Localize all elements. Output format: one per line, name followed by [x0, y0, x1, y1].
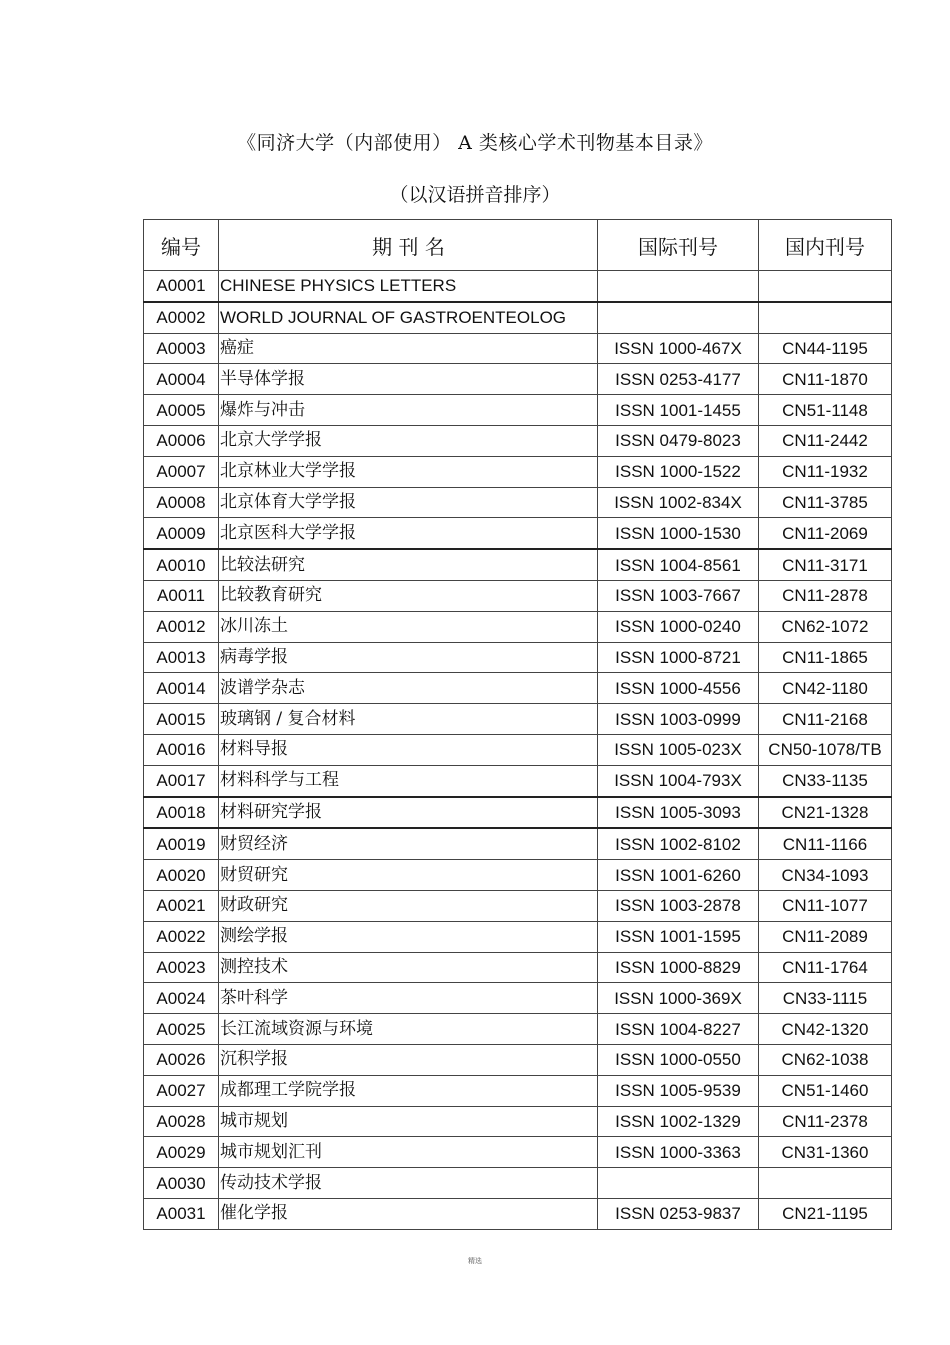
journal-cn: CN11-3171 [759, 549, 892, 580]
journal-issn: ISSN 0253-9837 [598, 1198, 759, 1229]
journal-id: A0014 [144, 673, 219, 704]
table-row [144, 271, 892, 302]
table-body [144, 271, 892, 1230]
journal-cn: CN62-1038 [759, 1044, 892, 1075]
journal-cn: CN21-1328 [759, 797, 892, 829]
journal-cn: CN21-1195 [759, 1198, 892, 1229]
journal-issn: ISSN 1005-3093 [598, 797, 759, 829]
journal-cn: CN11-1077 [759, 890, 892, 921]
journal-cn [759, 271, 892, 302]
table-row [144, 734, 892, 765]
journal-cn: CN11-2442 [759, 425, 892, 456]
journal-issn: ISSN 1004-793X [598, 765, 759, 796]
journal-issn: ISSN 1002-8102 [598, 828, 759, 859]
journal-name: 冰川冻土 [219, 611, 598, 642]
journal-name: 比较法研究 [219, 549, 598, 580]
journal-name: 爆炸与冲击 [219, 395, 598, 426]
journal-issn: ISSN 1001-1595 [598, 921, 759, 952]
journal-cn: CN11-2168 [759, 704, 892, 735]
journal-id: A0009 [144, 518, 219, 549]
journal-name: 成都理工学院学报 [219, 1075, 598, 1106]
document-subtitle: （以汉语拼音排序） [389, 184, 561, 206]
table-row [144, 1198, 892, 1229]
table-row [144, 1044, 892, 1075]
header-cn: 国内刊号 [759, 220, 892, 271]
table-row [144, 425, 892, 456]
journal-issn: ISSN 1002-1329 [598, 1106, 759, 1137]
page-footer: 精选 [468, 1257, 482, 1265]
table-row [144, 642, 892, 673]
journal-id: A0031 [144, 1198, 219, 1229]
journal-cn: CN11-1764 [759, 952, 892, 983]
journal-issn: ISSN 1000-1530 [598, 518, 759, 549]
journal-issn: ISSN 1000-0550 [598, 1044, 759, 1075]
journal-issn: ISSN 0479-8023 [598, 425, 759, 456]
table-row [144, 673, 892, 704]
journal-id: A0017 [144, 765, 219, 796]
journal-id: A0030 [144, 1168, 219, 1199]
journal-id: A0027 [144, 1075, 219, 1106]
journal-issn: ISSN 1000-1522 [598, 456, 759, 487]
table-row [144, 456, 892, 487]
journal-id: A0019 [144, 828, 219, 859]
journal-name: 癌症 [219, 333, 598, 364]
journal-name: 北京医科大学学报 [219, 518, 598, 549]
journal-id: A0011 [144, 580, 219, 611]
journal-issn: ISSN 1001-1455 [598, 395, 759, 426]
journal-id: A0015 [144, 704, 219, 735]
journal-name: CHINESE PHYSICS LETTERS [219, 271, 598, 302]
journal-cn: CN11-2378 [759, 1106, 892, 1137]
table-row [144, 983, 892, 1014]
journal-issn: ISSN 1000-3363 [598, 1137, 759, 1168]
table-row [144, 302, 892, 333]
table-row [144, 828, 892, 859]
journal-cn: CN11-2069 [759, 518, 892, 549]
journal-id: A0020 [144, 860, 219, 891]
journal-id: A0008 [144, 487, 219, 518]
table-row [144, 549, 892, 580]
table-row [144, 1137, 892, 1168]
journal-name: 催化学报 [219, 1198, 598, 1229]
journal-cn: CN31-1360 [759, 1137, 892, 1168]
journal-cn: CN42-1180 [759, 673, 892, 704]
journal-id: A0003 [144, 333, 219, 364]
journal-issn: ISSN 1005-023X [598, 734, 759, 765]
journal-name: 沉积学报 [219, 1044, 598, 1075]
journal-cn: CN33-1135 [759, 765, 892, 796]
journal-name: 半导体学报 [219, 364, 598, 395]
journal-cn: CN11-1865 [759, 642, 892, 673]
table-row [144, 921, 892, 952]
table-row [144, 765, 892, 796]
table-row [144, 487, 892, 518]
table-row [144, 952, 892, 983]
journal-name: 材料导报 [219, 734, 598, 765]
journal-name: 传动技术学报 [219, 1168, 598, 1199]
journal-cn: CN42-1320 [759, 1014, 892, 1045]
table-header-row [144, 220, 892, 271]
journal-id: A0028 [144, 1106, 219, 1137]
journal-issn: ISSN 1000-8721 [598, 642, 759, 673]
journal-name: 比较教育研究 [219, 580, 598, 611]
journal-issn: ISSN 1004-8561 [598, 549, 759, 580]
table-row [144, 611, 892, 642]
journal-issn: ISSN 1002-834X [598, 487, 759, 518]
journal-id: A0007 [144, 456, 219, 487]
journal-issn: ISSN 1000-4556 [598, 673, 759, 704]
journal-name: 茶叶科学 [219, 983, 598, 1014]
journal-id: A0004 [144, 364, 219, 395]
journal-name: 财政研究 [219, 890, 598, 921]
document-title: 《同济大学（内部使用） A 类核心学术刊物基本目录》 [237, 132, 713, 154]
journal-issn: ISSN 1000-467X [598, 333, 759, 364]
table-row [144, 333, 892, 364]
journal-issn: ISSN 1001-6260 [598, 860, 759, 891]
journal-issn [598, 302, 759, 333]
journal-cn: CN33-1115 [759, 983, 892, 1014]
table-row [144, 797, 892, 829]
journal-name: 财贸经济 [219, 828, 598, 859]
journal-cn: CN44-1195 [759, 333, 892, 364]
header-issn: 国际刊号 [598, 220, 759, 271]
journal-name: 病毒学报 [219, 642, 598, 673]
journal-name: 测绘学报 [219, 921, 598, 952]
journal-cn: CN11-2878 [759, 580, 892, 611]
journal-id: A0013 [144, 642, 219, 673]
journal-id: A0018 [144, 797, 219, 829]
journal-cn: CN11-2089 [759, 921, 892, 952]
journal-name: 北京林业大学学报 [219, 456, 598, 487]
table-row [144, 1014, 892, 1045]
journal-name: 城市规划 [219, 1106, 598, 1137]
table-row [144, 890, 892, 921]
journal-issn: ISSN 1004-8227 [598, 1014, 759, 1045]
journal-cn: CN11-1166 [759, 828, 892, 859]
journal-name: 玻璃钢 / 复合材料 [219, 704, 598, 735]
journal-cn: CN11-1870 [759, 364, 892, 395]
journal-name: 材料科学与工程 [219, 765, 598, 796]
header-id: 编号 [144, 220, 219, 271]
journal-issn: ISSN 1005-9539 [598, 1075, 759, 1106]
journal-name: 波谱学杂志 [219, 673, 598, 704]
journal-issn: ISSN 1003-2878 [598, 890, 759, 921]
journal-name: 财贸研究 [219, 860, 598, 891]
journal-issn: ISSN 1003-0999 [598, 704, 759, 735]
journal-id: A0024 [144, 983, 219, 1014]
journal-cn: CN51-1148 [759, 395, 892, 426]
journal-id: A0006 [144, 425, 219, 456]
journal-name: 北京大学学报 [219, 425, 598, 456]
journal-id: A0010 [144, 549, 219, 580]
journal-issn: ISSN 1000-0240 [598, 611, 759, 642]
journal-issn: ISSN 1000-8829 [598, 952, 759, 983]
table-row [144, 364, 892, 395]
table-row [144, 704, 892, 735]
journal-name: 北京体育大学学报 [219, 487, 598, 518]
table-row [144, 1106, 892, 1137]
table-row [144, 580, 892, 611]
table-row [144, 1168, 892, 1199]
journal-cn [759, 1168, 892, 1199]
journal-issn [598, 271, 759, 302]
journal-id: A0001 [144, 271, 219, 302]
journal-cn: CN62-1072 [759, 611, 892, 642]
journal-issn: ISSN 0253-4177 [598, 364, 759, 395]
journal-issn: ISSN 1000-369X [598, 983, 759, 1014]
table-row [144, 860, 892, 891]
table-row [144, 395, 892, 426]
journal-id: A0021 [144, 890, 219, 921]
journal-name: WORLD JOURNAL OF GASTROENTEOLOG [219, 302, 598, 333]
journal-name: 测控技术 [219, 952, 598, 983]
journal-id: A0016 [144, 734, 219, 765]
journal-cn: CN11-1932 [759, 456, 892, 487]
journal-id: A0026 [144, 1044, 219, 1075]
journal-cn: CN51-1460 [759, 1075, 892, 1106]
table-row [144, 518, 892, 549]
journal-id: A0005 [144, 395, 219, 426]
journal-cn: CN34-1093 [759, 860, 892, 891]
header-journal-name: 期 刊 名 [219, 220, 598, 271]
journal-id: A0023 [144, 952, 219, 983]
journal-id: A0029 [144, 1137, 219, 1168]
journal-catalog-table [143, 219, 892, 1230]
journal-name: 城市规划汇刊 [219, 1137, 598, 1168]
table-row [144, 1075, 892, 1106]
journal-id: A0025 [144, 1014, 219, 1045]
journal-id: A0012 [144, 611, 219, 642]
journal-id: A0022 [144, 921, 219, 952]
journal-cn: CN50-1078/TB [759, 734, 892, 765]
journal-cn [759, 302, 892, 333]
journal-issn [598, 1168, 759, 1199]
journal-issn: ISSN 1003-7667 [598, 580, 759, 611]
journal-id: A0002 [144, 302, 219, 333]
journal-cn: CN11-3785 [759, 487, 892, 518]
journal-name: 长江流域资源与环境 [219, 1014, 598, 1045]
journal-name: 材料研究学报 [219, 797, 598, 829]
